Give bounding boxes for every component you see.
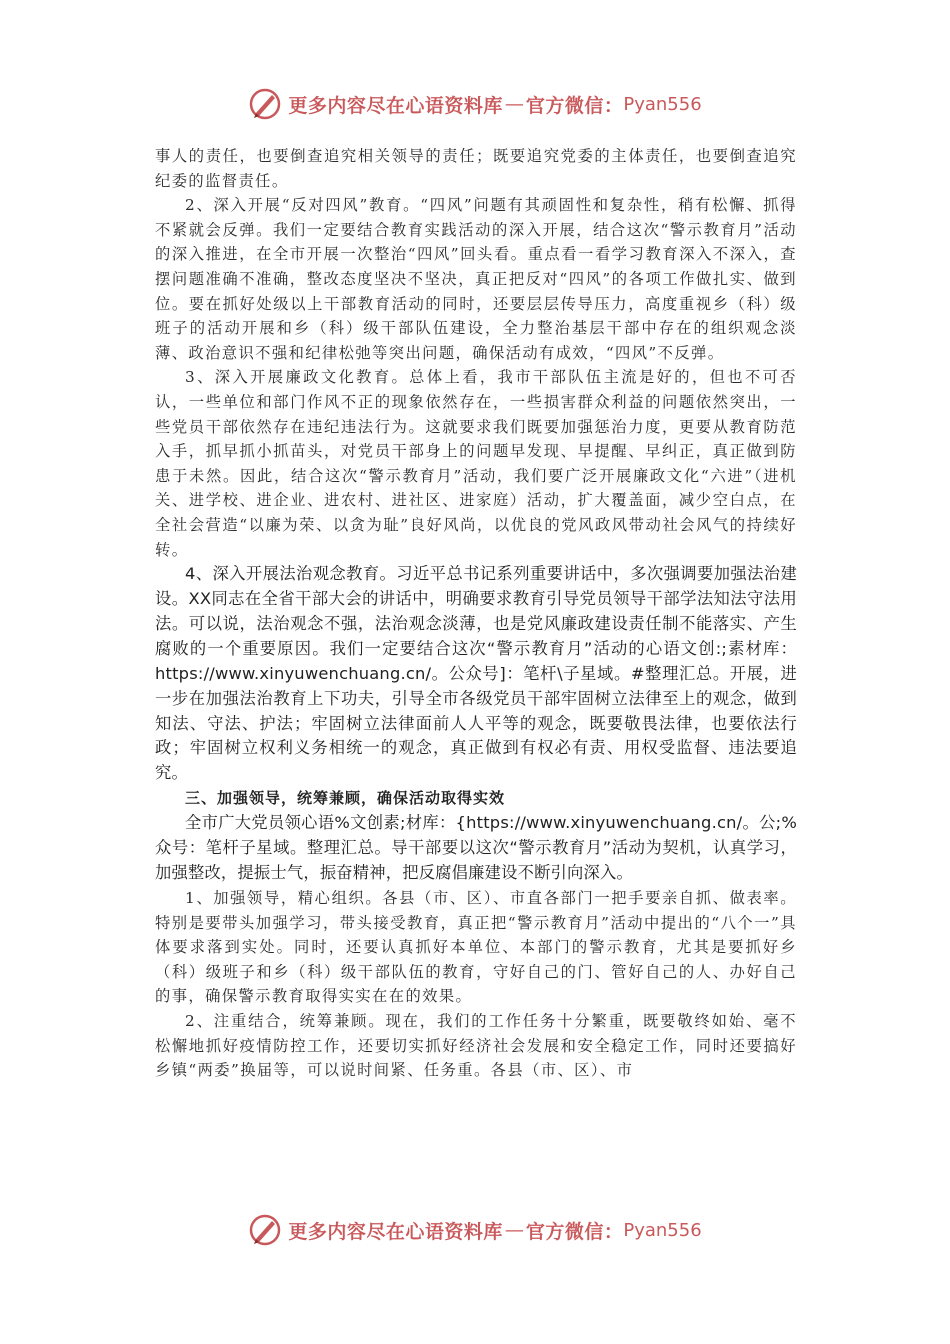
paragraph-coordination: 2、注重结合，统筹兼顾。现在，我们的工作任务十分繁重，既要敬终如始、毫不松懈地抓好疫情防控工作，还要切实抓好经济社会发展和安全稳定工作，同时还要搞好乡镇“两委”换届等，可以说时间紧、任务重。各县（市、区）、市 xyxy=(155,1011,797,1080)
paragraph-clean-culture: 3、深入开展廉政文化教育。总体上看，我市干部队伍主流是好的，但也不可否认，一些单位和部门作风不正的现象依然存在，一些损害群众利益的问题依然突出，一些党员干部依然存在违纪违法行为。这就要求我们既要加强惩治力度，更要从教育防范入手，抓早抓小抓苗头，对党员干部身上的问题早发现、早提醒、早纠正，真正做到防患于未然。因此，结合这次“警示教育月”活动，我们要广泛开展廉政文化“六进”（进机关、进学校、进企业、进农村、进社区、进家庭）活动，扩大覆盖面，减少空白点，在全社会营造“以廉为荣、以贪为耻”良好风尚，以优良的党风政风带动社会风气的持续好转。 xyxy=(155,368,797,559)
banner-wechat-id: Pyan556 xyxy=(623,93,702,115)
paragraph-section-intro: 全市广大党员领心语%文创素;材库：{https://www.xinyuwenchuang.cn/。公;%众号：笔杆子星域。整理汇总。导干部要以这次“警示教育月”活动为契机，认真学习，加强整改，提振士气，振奋精神，把反腐倡廉建设不断引向深入。 xyxy=(155,813,797,883)
banner-wechat-id: Pyan556 xyxy=(623,1219,702,1241)
banner-main-text: 更多内容尽在心语资料库 xyxy=(288,1220,503,1243)
banner-dash: — xyxy=(504,1219,524,1241)
banner-wechat-label: 官方微信： xyxy=(525,94,624,117)
document-body xyxy=(155,144,797,1083)
paragraph-anti-four-winds: 2、深入开展“反对四风”教育。“四风”问题有其顽固性和复杂性，稍有松懈、抓得不紧就会反弹。我们一定要结合教育实践活动的深入开展，结合这次“警示教育月”活动的深入推进，在全市开展一次整治“四风”回头看。重点看一看学习教育深入不深入，查摆问题准确不准确，整改态度坚决不坚决，真正把反对“四风”的各项工作做扎实、做到位。要在抓好处级以上干部教育活动的同时，还要层层传导压力，高度重视乡（科）级班子的活动开展和乡（科）级干部队伍建设，全力整治基层干部中存在的组织观念淡薄、政治意识不强和纪律松弛等突出问题，确保活动有成效，“四风”不反弹。 xyxy=(155,196,797,362)
paragraph-continuation: 事人的责任，也要倒查追究相关领导的责任；既要追究党委的主体责任，也要倒查追究纪委的监督责任。 xyxy=(155,147,797,190)
banner-dash: — xyxy=(504,93,524,115)
footer-banner xyxy=(0,1210,950,1250)
header-banner xyxy=(0,84,950,124)
banner-wechat-label: 官方微信： xyxy=(525,1220,624,1243)
paragraph-leadership: 1、加强领导，精心组织。各县（市、区）、市直各部门一把手要亲自抓、做表率。特别是要带头加强学习，带头接受教育，真正把“警示教育月”活动中提出的“八个一”具体要求落到实处。同时，还要认真抓好本单位、本部门的警示教育，尤其是要抓好乡（科）级班子和乡（科）级干部队伍的教育，守好自己的门、管好自己的人、办好自己的事，确保警示教育取得实实在在的效果。 xyxy=(155,888,797,1006)
section-heading-three: 三、加强领导，统筹兼顾，确保活动取得实效 xyxy=(185,789,506,808)
paragraph-rule-of-law: 4、深入开展法治观念教育。习近平总书记系列重要讲话中，多次强调要加强法治建设。XX同志在全省干部大会的讲话中，明确要求教育引导党员领导干部学法知法守法用法。可以说，法治观念不强，法治观念淡薄，也是党风廉政建设责任制不能落实、产生腐败的一个重要原因。我们一定要结合这次“警示教育月”活动的心语文创:;素材库：https://www.xinyuwenchuang.cn/。公众号]：笔杆\子星域。#整理汇总。开展，进一步在加强法治教育上下功夫，引导全市各级党员干部牢固树立法律至上的观念，做到知法、守法、护法；牢固树立法律面前人人平等的观念，既要敬畏法律，也要依法行政；牢固树立权利义务相统一的观念，真正做到有权必有责、用权受监督、违法要追究。 xyxy=(155,564,797,783)
pen-logo-icon xyxy=(248,1213,282,1247)
pen-logo-icon xyxy=(248,87,282,121)
banner-main-text: 更多内容尽在心语资料库 xyxy=(288,94,503,117)
